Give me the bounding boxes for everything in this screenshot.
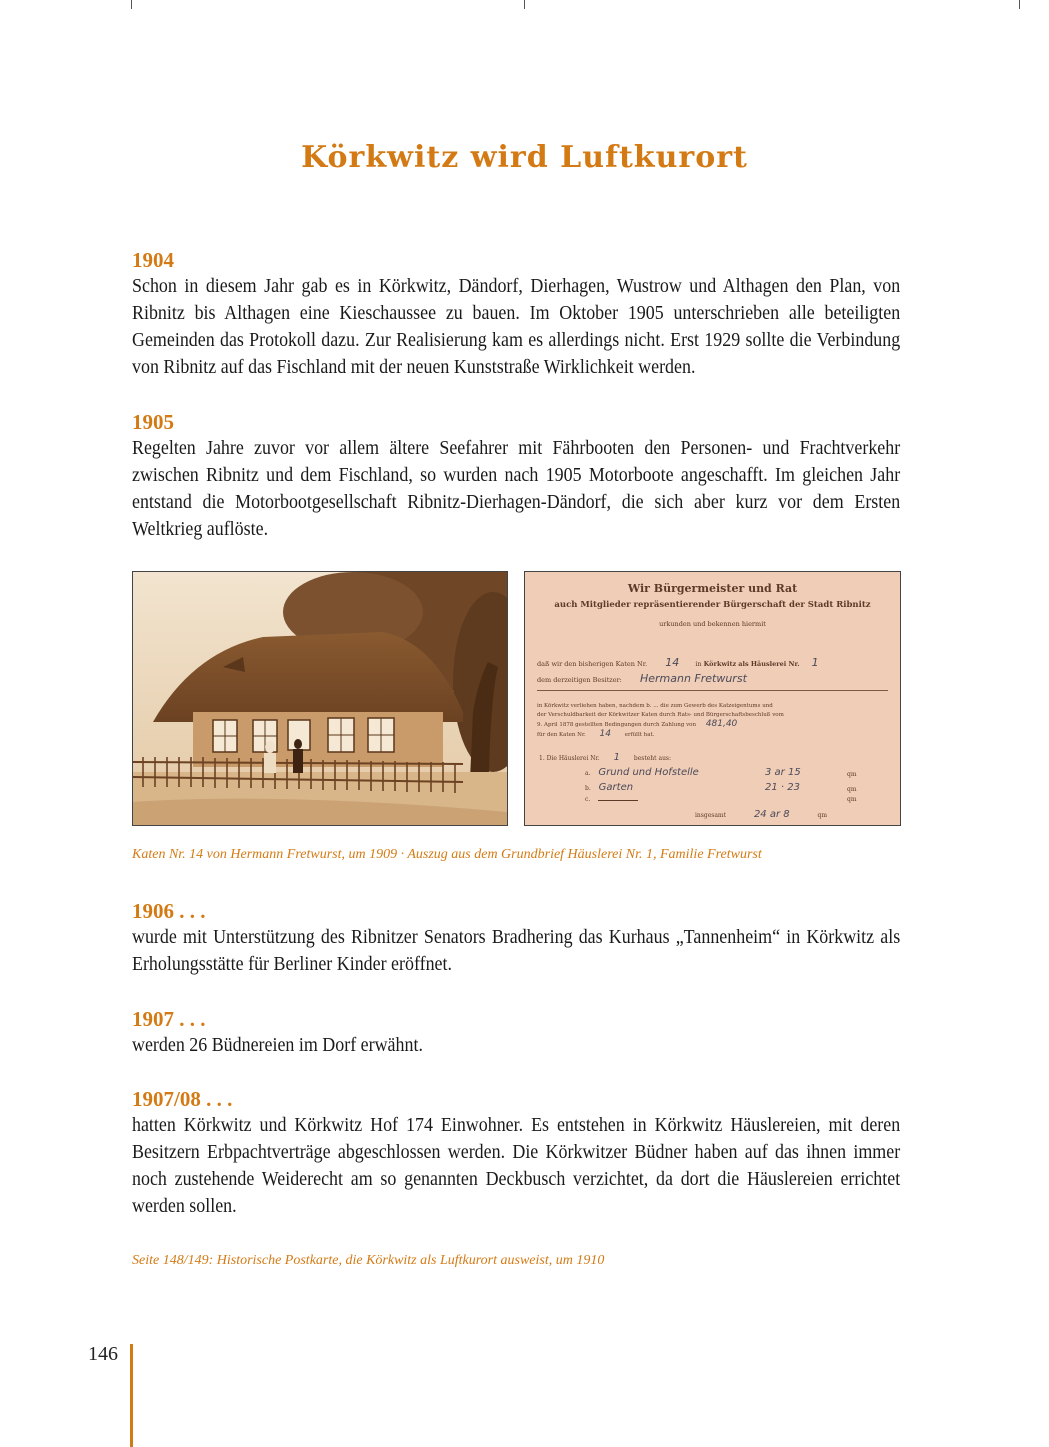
doc-unit-c: qm [847, 796, 857, 803]
section-year: 1907 . . . [132, 1007, 206, 1031]
bottom-caption: Seite 148/149: Historische Postkarte, die Körkwitz als Luftkurort ausweist, um 1910 [132, 1253, 605, 1268]
doc-amount: 481,40 [705, 719, 738, 729]
doc-item-a [585, 767, 885, 778]
section-1905 [132, 409, 900, 543]
doc-list-head-b: besteht aus: [633, 755, 672, 762]
doc-item-c [585, 796, 885, 803]
doc-place: Körkwitz [703, 660, 737, 668]
cottage-photo [132, 571, 508, 826]
doc-body [537, 702, 784, 740]
doc-body4: für den Katen Nr. [537, 732, 586, 738]
doc-item-c-label: c. [585, 796, 591, 803]
doc-line1: Wir Bürgermeister und Rat [627, 582, 798, 595]
section-text: Regelten Jahre zuvor vor allem ältere Seefahrer mit Fährbooten den Personen- und Frachtverkehr zwischen Ribnitz und dem Fischland, so wurden nach 1905 Motorboote angeschafft. Im gleichen Jahr entstand die Motorbootgesellschaft Ribnitz-Dierhagen-Dändorf, die sich aber kurz vor dem Ersten Weltkrieg auflöste. [132, 438, 901, 540]
section-text: hatten Körkwitz und Körkwitz Hof 174 Einwohner. Es entstehen in Körkwitz Häuslereien, mit deren Besitzern Erbpachtverträge abgeschlossen werden. Die Körkwitzer Büdner haben auf das ihnen immer noch zustehende Weiderecht am so genannten Deckbusch verzichtet, da dort die Häuslereien errichtet werden sollen. [132, 1115, 901, 1217]
doc-item-a-text: Grund und Hofstelle [598, 767, 699, 778]
doc-line5-text: dem derzeitigen Besitzer: [537, 676, 622, 684]
doc-list-head [539, 752, 671, 763]
grundbrief-document [524, 571, 901, 826]
doc-item-b-text: Garten [598, 782, 634, 793]
cottage-illustration [133, 572, 507, 825]
doc-divider [537, 690, 888, 691]
section-1907 [132, 1006, 900, 1059]
section-text: Schon in diesem Jahr gab es in Körkwitz, Dändorf, Dierhagen, Wustrow und Althagen den Plan, von Ribnitz bis Althagen eine Kieschaussee zu bauen. Im Oktober 1905 unterschrieben alle beteiligten Gemeinden das Protokoll dazu. Zur Realisierung kam es allerdings nicht. Erst 1929 sollte die Verbindung von Ribnitz auf das Fischland mit der neuen Kunststraße Wirklichkeit werden. [132, 276, 901, 378]
page-margin-bar [130, 1344, 133, 1447]
doc-line2: auch Mitglieder repräsentierender Bürgerschaft der Stadt Ribnitz [554, 600, 871, 610]
doc-total-value: 24 ar 8 [753, 809, 790, 820]
doc-total-label: insgesamt [695, 812, 727, 819]
doc-item-b [585, 782, 885, 793]
page-title: Körkwitz wird Luftkurort [301, 140, 748, 175]
crop-mark-right [1019, 0, 1020, 9]
doc-line3: urkunden und bekennen hiermit [659, 620, 766, 628]
doc-body2: der Verschuldbarkeit der Körkwitzer Katen durch Rats- und Bürgerschaftsbeschluß vom [537, 712, 784, 718]
page-number: 146 [88, 1343, 118, 1365]
doc-line5 [537, 672, 747, 685]
doc-item-a-value: 3 ar 15 [765, 767, 801, 778]
doc-list-nr: 1 [613, 752, 620, 763]
doc-haeuslerei-nr: 1 [811, 656, 819, 669]
doc-list-head-text: 1. Die Häuslerei Nr. [539, 755, 600, 762]
doc-total [695, 809, 827, 820]
section-year: 1906 . . . [132, 899, 206, 923]
section-1906 [132, 898, 900, 978]
section-year: 1904 [132, 248, 174, 272]
section-year: 1907/08 . . . [132, 1087, 233, 1111]
doc-unit-total: qm [817, 812, 828, 819]
doc-line4c: als Häuslerei Nr. [738, 660, 800, 668]
section-year: 1905 [132, 410, 174, 434]
doc-line4b: in [695, 660, 702, 668]
doc-body1: in Körkwitz verliehen haben, nachdem b. ... die zum Gewerb des Katzeigentums und [537, 703, 773, 709]
doc-line4-text: daß wir den bisherigen Katen Nr. [537, 660, 648, 668]
section-text: wurde mit Unterstützung des Ribnitzer Senators Bradhering das Kurhaus „Tannenheim“ in Körkwitz als Erholungsstätte für Berliner Kinder eröffnet. [132, 927, 901, 975]
crop-mark-center [524, 0, 525, 9]
doc-item-b-value: 21 · 23 [765, 782, 800, 793]
crop-mark-left [131, 0, 132, 9]
section-1907-08 [132, 1086, 900, 1220]
doc-line4 [537, 656, 819, 669]
doc-katen-nr: 14 [665, 656, 680, 669]
doc-item-a-label: a. [585, 770, 591, 777]
doc-item-b-label: b. [585, 785, 591, 792]
doc-owner: Hermann Fretwurst [639, 672, 747, 685]
doc-unit-b: qm [847, 786, 857, 793]
doc-katen-nr2: 14 [599, 729, 611, 739]
doc-unit-a: qm [847, 771, 857, 778]
section-1904 [132, 247, 900, 381]
photo-caption: Katen Nr. 14 von Hermann Fretwurst, um 1909 · Auszug aus dem Grundbrief Häuslerei Nr. 1, Familie Fretwurst [132, 847, 762, 862]
doc-body4b: erfüllt hat. [624, 732, 655, 738]
section-text: werden 26 Büdnereien im Dorf erwähnt. [132, 1035, 423, 1056]
doc-body3: 9. April 1878 gestellten Bedingungen durch Zahlung von [537, 722, 697, 728]
